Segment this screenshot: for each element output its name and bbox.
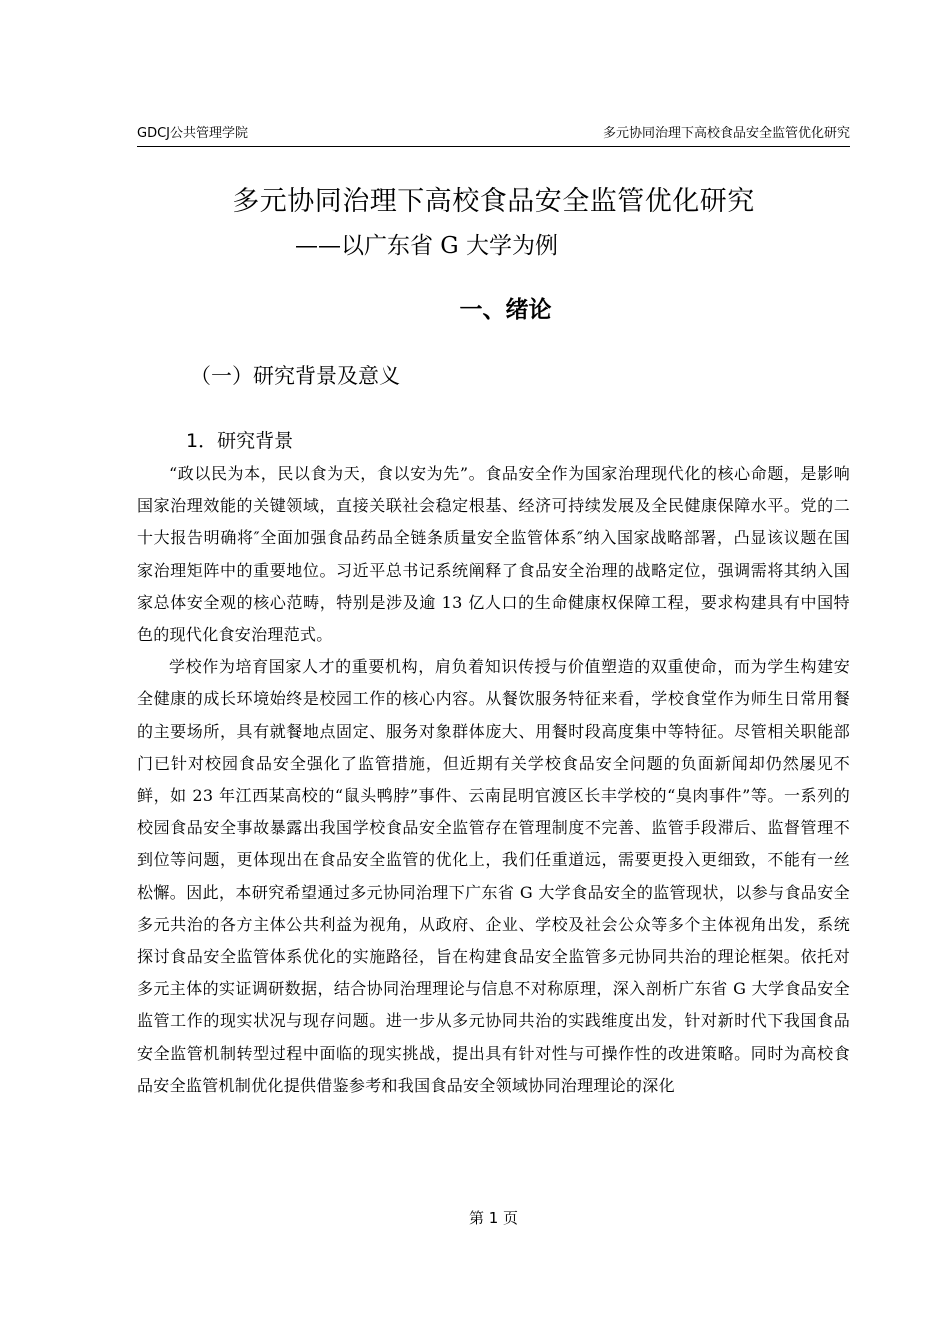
header-paper-title: 多元协同治理下高校食品安全监管优化研究 [602, 126, 850, 141]
paper-subtitle: ——以广东省 G 大学为例 [295, 233, 558, 259]
section-heading: （一）研究背景及意义 [190, 364, 400, 388]
page-number: 第 1 页 [468, 1209, 519, 1227]
paragraph: 学校作为培育国家人才的重要机构，肩负着知识传授与价值塑造的双重使命，而为学生构建安全健康的成长环境始终是校园工作的核心内容。从餐饮服务特征来看，学校食堂作为师生日常用餐的主要场所，具有就餐地点固定、服务对象群体庞大、用餐时段高度集中等特征。尽管相关职能部门已针对校园食品安全强化了监管措施，但近期有关学校食品安全问题的负面新闻却仍然屡见不鲜，如 23 年江西某高校的“鼠头鸭脖”事件、云南昆明官渡区长丰学校的“臭肉事件”等。一系列的校园食品安全事故暴露出我国学校食品安全监管存在管理制度不完善、监管手段滞后、监督管理不到位等问题，更体现出在食品安全监管的优化上，我们任重道远，需要更投入更细致，不能有一丝松懈。因此，本研究希望通过多元协同治理下广东省 G 大学食品安全的监管现状，以参与食品安全多元共治的各方主体公共利益为视角，从政府、企业、学校及社会公众等多个主体视角出发，系统探讨食品安全监管体系优化的实施路径，旨在构建食品安全监管多元协同共治的理论框架。依托对多元主体的实证调研数据，结合协同治理理论与信息不对称原理，深入剖析广东省 G 大学食品安全监管工作的现实状况与现存问题。进一步从多元协同共治的实践维度出发，针对新时代下我国食品安全监管机制转型过程中面临的现实挑战，提出具有针对性与可操作性的改进策略。同时为高校食品安全监管机制优化提供借鉴参考和我国食品安全领域协同治理理论的深化 [137, 657, 850, 1095]
chapter-heading: 一、绪论 [459, 297, 552, 323]
subsection-heading: 1．研究背景 [186, 430, 294, 452]
paper-title: 多元协同治理下高校食品安全监管优化研究 [232, 186, 755, 217]
header-institution: GDCJ公共管理学院 [137, 126, 248, 141]
paragraph: “政以民为本，民以食为天，食以安为先”。食品安全作为国家治理现代化的核心命题，是影响国家治理效能的关键领域，直接关联社会稳定根基、经济可持续发展及全民健康保障水平。党的二十大报告明确将″全面加强食品药品全链条质量安全监管体系″纳入国家战略部署，凸显该议题在国家治理矩阵中的重要地位。习近平总书记系统阐释了食品安全治理的战略定位，强调需将其纳入国家总体安全观的核心范畴，特别是涉及逾 13 亿人口的生命健康权保障工程，要求构建具有中国特色的现代化食安治理范式。 [137, 464, 850, 645]
running-header [137, 126, 850, 147]
body-text [137, 458, 850, 1102]
